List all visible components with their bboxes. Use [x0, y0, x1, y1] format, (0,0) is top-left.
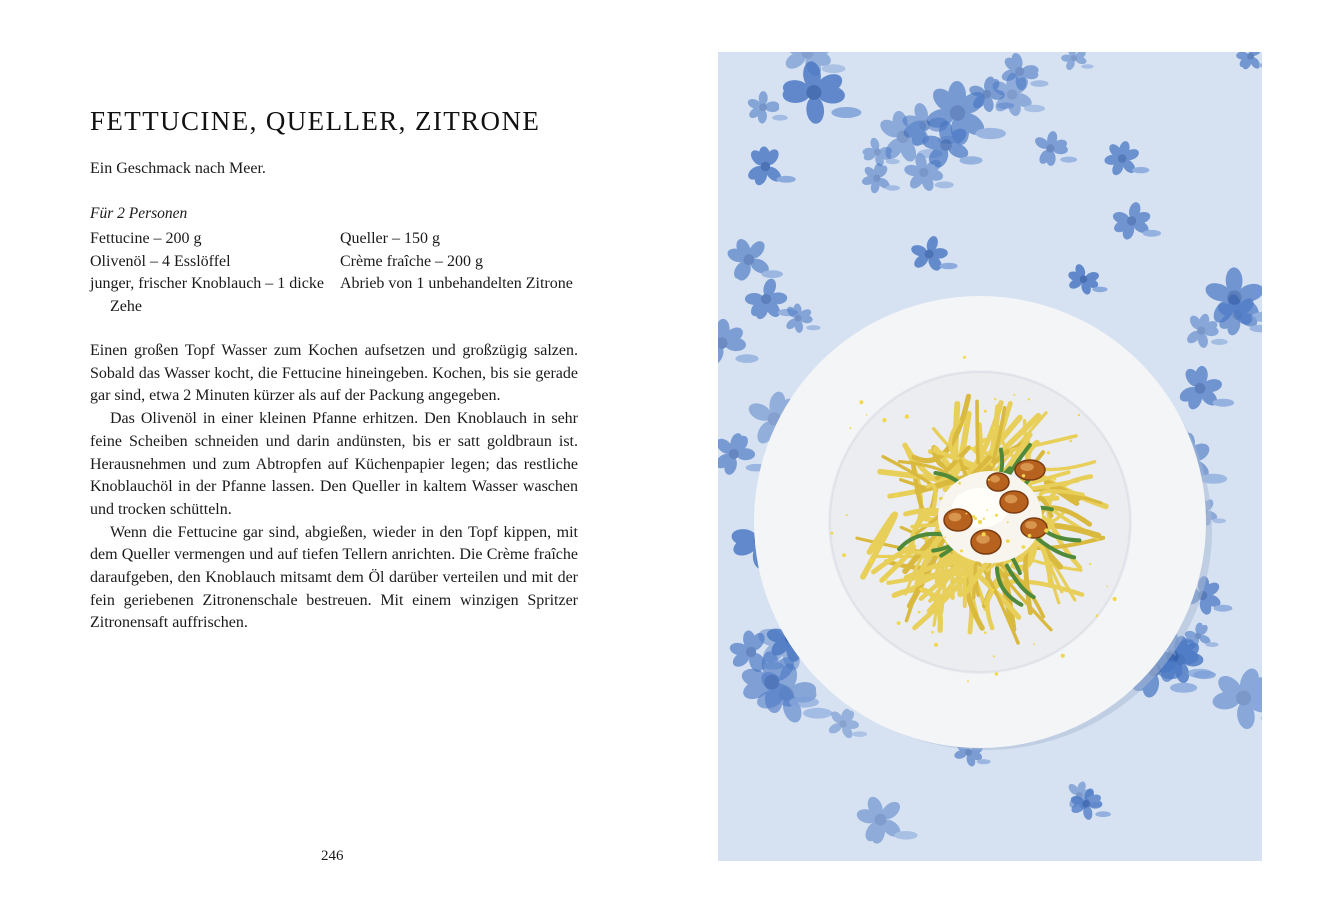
ingredient-item: Olivenöl – 4 Esslöffel	[90, 252, 231, 270]
zest-speck	[1022, 545, 1026, 549]
zest-speck	[966, 513, 968, 515]
servings-label: Für 2 Personen	[90, 205, 188, 222]
garlic-chip	[987, 473, 1009, 491]
zest-speck	[960, 549, 963, 552]
garlic-chip-highlight	[1025, 521, 1037, 529]
garlic-chip-highlight	[990, 475, 1000, 482]
zest-speck	[988, 479, 990, 481]
zest-speck	[918, 611, 921, 614]
ingredients-column-2	[340, 228, 575, 296]
zest-speck	[993, 655, 995, 657]
zest-speck	[993, 427, 996, 430]
zest-speck	[958, 482, 961, 485]
ingredient-item: Fettucine – 200 g	[90, 230, 202, 247]
zest-speck	[1107, 586, 1109, 588]
ingredient-item: Abrieb von 1 unbehandelten Zitrone	[340, 275, 573, 292]
zest-speck	[944, 536, 946, 538]
method-text	[90, 340, 578, 635]
zest-speck	[982, 532, 986, 536]
zest-speck	[1089, 563, 1091, 565]
zest-speck	[978, 520, 982, 524]
zest-speck	[1045, 563, 1047, 565]
zest-speck	[884, 577, 887, 580]
zest-speck	[1078, 414, 1080, 416]
dish-photo	[718, 52, 1262, 861]
zest-speck	[1047, 451, 1050, 454]
zest-speck	[963, 576, 965, 578]
zest-speck	[1022, 474, 1025, 477]
ingredient-item: Queller – 150 g	[340, 230, 440, 247]
zest-speck	[869, 559, 873, 563]
zest-speck	[986, 509, 988, 511]
zest-speck	[859, 400, 863, 404]
zest-speck	[931, 631, 934, 634]
zest-speck	[994, 398, 996, 400]
zest-speck	[984, 631, 987, 634]
zest-speck	[963, 356, 966, 359]
ingredient-item: Crème fraîche – 200 g	[340, 252, 484, 270]
zest-speck	[990, 463, 993, 466]
zest-speck	[842, 553, 846, 557]
method-paragraph: Das Olivenöl in einer kleinen Pfanne erhitzen. Den Knoblauch in sehr feine Scheiben schneiden und darin andünsten, bis er satt goldbraun ist. Herausnehmen und zum Abtropfen auf Küchenpapier legen; das restliche Knoblauchöl in der Pfanne lassen. Den Queller in kaltem Wasser waschen und trocken schütteln.	[90, 410, 578, 518]
zest-speck	[1044, 528, 1048, 532]
zest-speck	[1028, 534, 1032, 538]
method-paragraph: Einen großen Topf Wasser zum Kochen aufsetzen und großzügig salzen. Sobald das Wasser kocht, die Fettucine hineingeben. Kochen, bis sie gerade gar sind, etwa 2 Minuten kürzer als auf der Packung angegeben.	[90, 342, 578, 405]
ingredients-column-1	[90, 228, 325, 318]
zest-speck	[1033, 643, 1035, 645]
zest-speck	[1028, 398, 1030, 400]
zest-speck	[995, 672, 998, 675]
zest-speck	[846, 514, 848, 516]
zest-speck	[983, 518, 985, 520]
recipe-title: FETTUCINE, QUELLER, ZITRONE	[90, 106, 541, 136]
zest-speck	[882, 418, 886, 422]
page-number: 246	[321, 848, 344, 864]
zest-speck	[897, 621, 901, 625]
zest-speck	[830, 532, 833, 535]
zest-speck	[970, 447, 974, 451]
recipe-subtitle: Ein Geschmack nach Meer.	[90, 160, 266, 177]
zest-speck	[1069, 440, 1072, 443]
zest-speck	[895, 494, 898, 497]
zest-speck	[1053, 477, 1057, 481]
zest-speck	[1013, 394, 1015, 396]
dish-photo-illustration	[718, 52, 1262, 861]
garlic-chip-highlight	[1005, 495, 1018, 504]
zest-speck	[992, 589, 995, 592]
zest-speck	[1113, 597, 1117, 601]
garlic-chip-highlight	[1020, 463, 1034, 471]
zest-speck	[849, 427, 851, 429]
zest-speck	[984, 410, 987, 413]
zest-speck	[1036, 560, 1038, 562]
zest-speck	[972, 515, 975, 518]
zest-speck	[905, 414, 909, 418]
zest-speck	[1007, 521, 1009, 523]
zest-speck	[934, 643, 938, 647]
zest-speck	[866, 414, 868, 416]
garlic-chip-highlight	[949, 513, 962, 522]
zest-speck	[967, 680, 969, 682]
zest-speck	[1006, 539, 1010, 543]
zest-speck	[995, 514, 998, 517]
zest-speck	[1096, 615, 1099, 618]
ingredient-item: junger, frischer Knoblauch – 1 dicke Zehe	[90, 275, 324, 315]
text-page	[0, 0, 661, 921]
zest-speck	[1061, 654, 1065, 658]
method-paragraph: Wenn die Fettucine gar sind, abgießen, wieder in den Topf kippen, mit dem Queller vermengen und auf tiefen Tellern anrichten. Die Crème fraîche daraufgeben, den Knoblauch mitsamt dem Öl darüber verteilen und mit der fein geriebenen Zitronenschale bestreuen. Mit einem winzigen Spritzer Zitronensaft auffrischen.	[90, 523, 578, 632]
zest-speck	[919, 588, 923, 592]
